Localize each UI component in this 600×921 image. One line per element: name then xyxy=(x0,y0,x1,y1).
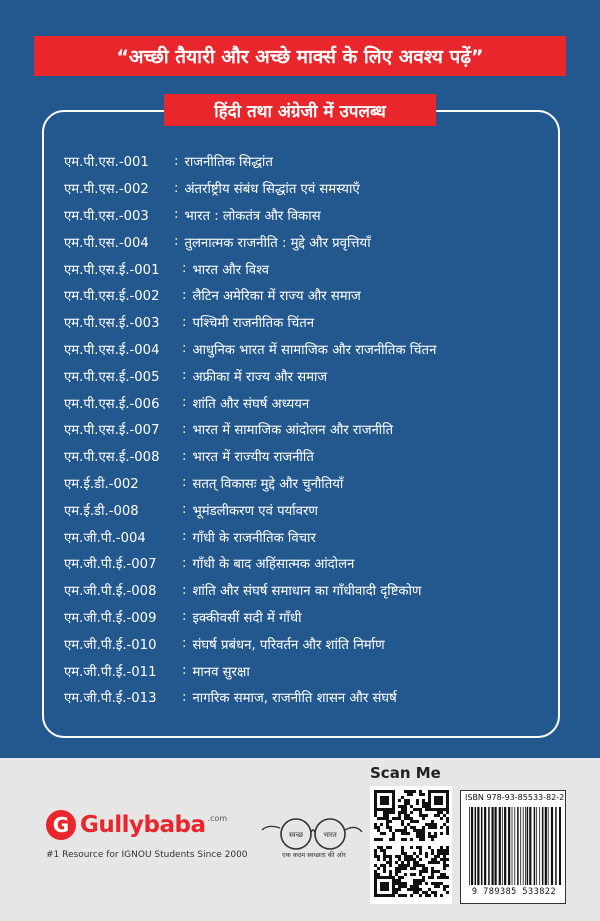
course-title: भारत और विश्व xyxy=(192,262,270,278)
course-title: संघर्ष प्रबंधन, परिवर्तन और शांति निर्माण xyxy=(192,637,385,653)
course-item xyxy=(64,470,544,497)
gullybaba-logo xyxy=(46,808,227,842)
qr-code-icon[interactable] xyxy=(370,786,452,904)
course-code: एम.जी.पी.ई.-010 xyxy=(64,637,157,653)
course-item xyxy=(64,577,544,604)
course-item xyxy=(64,657,544,684)
course-title: भूमंडलीकरण एवं पर्यावरण xyxy=(192,503,318,519)
course-code: एम.जी.पी.ई.-008 xyxy=(64,584,157,600)
course-separator: : xyxy=(182,502,187,518)
course-separator: : xyxy=(182,689,187,705)
course-title: गाँधी के बाद अहिंसात्मक आंदोलन xyxy=(192,557,355,573)
course-title: अंतर्राष्ट्रीय संबंध सिद्धांत एवं समस्याएँ xyxy=(184,182,360,198)
course-code: एम.पी.एस.ई.-001 xyxy=(64,262,160,278)
barcode-digits: 9 789385 533822 xyxy=(471,887,557,897)
brand-domain: .com xyxy=(207,814,228,823)
course-item xyxy=(64,175,544,202)
swachh-word-2: भारत xyxy=(323,831,337,839)
course-separator: : xyxy=(182,395,187,411)
course-separator: : xyxy=(182,475,187,491)
course-item xyxy=(64,282,544,309)
course-item xyxy=(64,202,544,229)
course-title: शांति और संघर्ष समाधान का गाँधीवादी दृष्टिकोण xyxy=(192,584,422,600)
swachh-word-1: स्वच्छ xyxy=(288,831,304,839)
course-title: भारत में सामाजिक आंदोलन और राजनीति xyxy=(192,423,394,439)
barcode-icon xyxy=(467,807,561,885)
course-code: एम.पी.एस.ई.-007 xyxy=(64,423,160,439)
course-title: तुलनात्मक राजनीति : मुद्दे और प्रवृत्तियाँ xyxy=(184,235,371,251)
course-title: पश्चिमी राजनीतिक चिंतन xyxy=(192,316,315,332)
course-separator: : xyxy=(174,180,179,196)
course-title: लैटिन अमेरिका में राज्य और समाज xyxy=(192,289,361,305)
course-title: आधुनिक भारत में सामाजिक और राजनीतिक चिंतन xyxy=(192,342,437,358)
course-separator: : xyxy=(182,421,187,437)
course-separator: : xyxy=(182,582,187,598)
course-item xyxy=(64,228,544,255)
isbn-label: ISBN 978-93-85533-82-2 xyxy=(465,793,565,802)
course-code: एम.ई.डी.-002 xyxy=(64,476,139,492)
course-item xyxy=(64,336,544,363)
course-title: शांति और संघर्ष अध्ययन xyxy=(192,396,310,412)
course-code: एम.पी.एस.-001 xyxy=(64,155,149,171)
course-item xyxy=(64,604,544,631)
course-title: राजनीतिक सिद्धांत xyxy=(184,155,273,171)
course-code: एम.जी.पी.-004 xyxy=(64,530,146,546)
course-list xyxy=(64,148,544,711)
course-item xyxy=(64,443,544,470)
course-separator: : xyxy=(182,448,187,464)
course-separator: : xyxy=(174,207,179,223)
course-code: एम.पी.एस.ई.-003 xyxy=(64,316,160,332)
course-item xyxy=(64,550,544,577)
course-title: भारत : लोकतंत्र और विकास xyxy=(184,208,321,224)
course-separator: : xyxy=(174,153,179,169)
course-item xyxy=(64,416,544,443)
course-title: भारत में राज्यीय राजनीति xyxy=(192,450,314,466)
course-item xyxy=(64,523,544,550)
course-separator: : xyxy=(182,636,187,652)
course-code: एम.पी.एस.ई.-005 xyxy=(64,369,160,385)
isbn-barcode xyxy=(460,790,566,904)
course-title: सतत् विकासः मुद्दे और चुनौतियाँ xyxy=(192,476,344,492)
course-separator: : xyxy=(182,529,187,545)
course-code: एम.पी.एस.-002 xyxy=(64,182,149,198)
availability-label: हिंदी तथा अंग्रेजी में उपलब्ध xyxy=(164,94,436,126)
course-code: एम.पी.एस.-004 xyxy=(64,235,149,251)
course-separator: : xyxy=(182,663,187,679)
course-separator: : xyxy=(174,234,179,250)
course-separator: : xyxy=(182,261,187,277)
course-item xyxy=(64,148,544,175)
course-code: एम.पी.एस.ई.-002 xyxy=(64,289,160,305)
tagline-banner: “अच्छी तैयारी और अच्छे मार्क्स के लिए अवश्य पढ़ें” xyxy=(34,36,566,76)
course-separator: : xyxy=(182,555,187,571)
course-item xyxy=(64,255,544,282)
course-code: एम.ई.डी.-008 xyxy=(64,503,139,519)
course-code: एम.जी.पी.ई.-013 xyxy=(64,691,157,707)
course-item xyxy=(64,362,544,389)
course-code: एम.जी.पी.ई.-009 xyxy=(64,610,157,626)
course-item xyxy=(64,389,544,416)
course-separator: : xyxy=(182,368,187,384)
course-title: इक्कीवसीं सदी में गाँधी xyxy=(192,610,302,626)
course-code: एम.जी.पी.ई.-011 xyxy=(64,664,157,680)
gullybaba-logo-icon: G xyxy=(46,810,76,840)
course-item xyxy=(64,309,544,336)
course-item xyxy=(64,684,544,711)
course-code: एम.पी.एस.ई.-006 xyxy=(64,396,160,412)
scan-me-label: Scan Me xyxy=(370,764,441,782)
course-code: एम.पी.एस.ई.-004 xyxy=(64,342,160,358)
swachh-slogan: एक कदम स्वच्छता की ओर xyxy=(282,851,346,859)
course-code: एम.जी.पी.ई.-007 xyxy=(64,557,157,573)
course-title: गाँधी के राजनीतिक विचार xyxy=(192,530,316,546)
course-separator: : xyxy=(182,341,187,357)
course-item xyxy=(64,630,544,657)
course-code: एम.पी.एस.ई.-008 xyxy=(64,450,160,466)
course-item xyxy=(64,496,544,523)
course-separator: : xyxy=(182,609,187,625)
course-title: मानव सुरक्षा xyxy=(192,664,250,680)
brand-name: Gullybaba xyxy=(80,812,206,838)
course-title: अफ्रीका में राज्य और समाज xyxy=(192,369,328,385)
course-separator: : xyxy=(182,287,187,303)
course-code: एम.पी.एस.-003 xyxy=(64,208,149,224)
brand-tagline: #1 Resource for IGNOU Students Since 2000 xyxy=(46,850,248,860)
course-title: नागरिक समाज, राजनीति शासन और संघर्ष xyxy=(192,691,397,707)
course-separator: : xyxy=(182,314,187,330)
